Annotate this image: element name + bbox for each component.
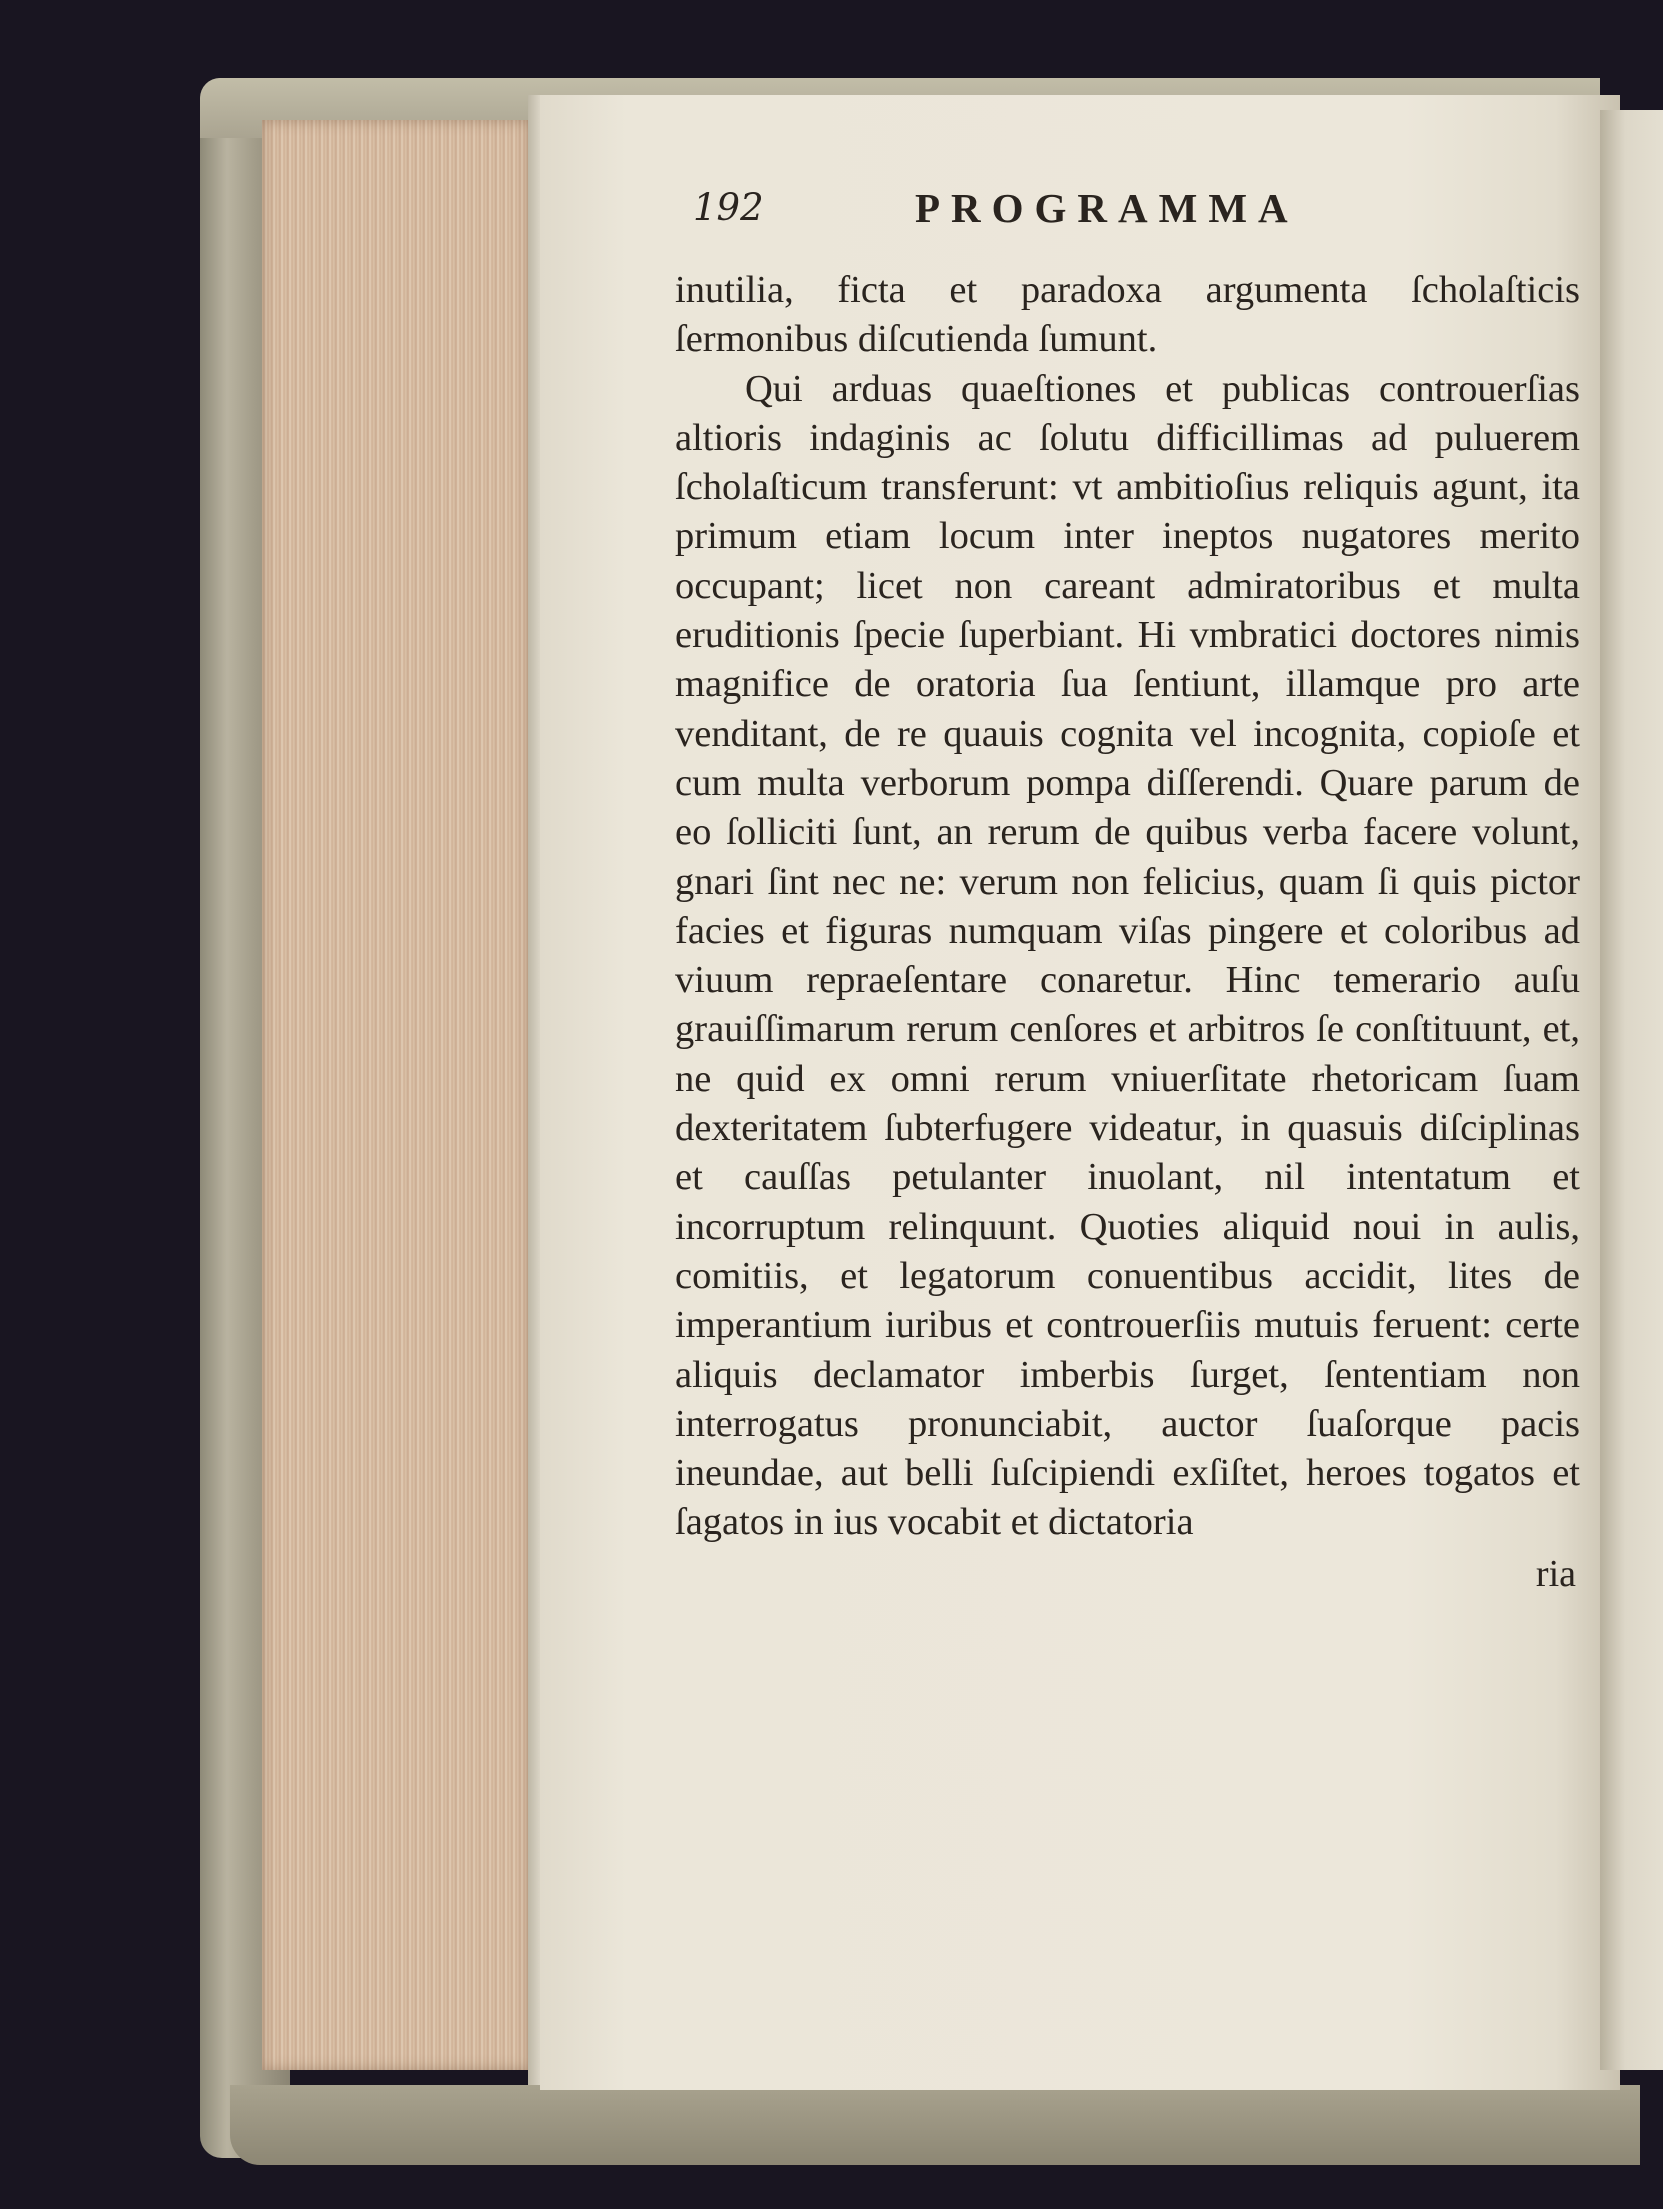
paragraph-1: inutilia, ficta et paradoxa argumenta ſcholaſticis ſermonibus diſcutienda ſumunt. [675,269,1580,361]
page-content [675,178,1580,1596]
page-edges [262,120,530,2070]
facing-page-edge [1600,110,1663,2070]
catchword: ria [1535,1552,1576,1595]
running-title: PROGRAMMA [915,185,1299,231]
paragraph-2: Qui arduas quaeſtiones et publicas controuerſias altioris indaginis ac ſolutu difficillimas ad puluerem ſcholaſticum transferunt: vt ambitioſius reliquis agunt, ita primum etiam locum inter ineptos nugatores merito occupant; licet non careant admiratoribus et multa eruditionis ſpecie ſuperbiant. Hi vmbratici doctores nimis magnifice de oratoria ſua ſentiunt, illamque pro arte venditant, de re quauis cognita vel incognita, copioſe et cum multa verborum pompa diſſerendi. Quare parum de eo ſolliciti ſunt, an rerum de quibus verba facere volunt, gnari ſint nec ne: verum non felicius, quam ſi quis pictor facies et figuras numquam viſas pingere et coloribus ad viuum repraeſentare conaretur. Hinc temerario auſu grauiſſimarum rerum cenſores et arbitros ſe conſtituunt, et, ne quid ex omni rerum vniuerſitate rhetoricam ſuam dexteritatem ſubterfugere videatur, in quasuis diſciplinas et cauſſas petulanter inuolant, nil intentatum et incorruptum relinquunt. Quoties aliquid noui in aulis, comitiis, et legatorum conuentibus accidit, lites de imperantium iuribus et controuerſiis mutuis feruent: certe aliquis declamator imberbis ſurget, ſententiam non interrogatus pronunciabit, auctor ſuaſorque pacis ineundae, aut belli ſuſcipiendi exſiſtet, heroes togatos et ſagatos in ius vocabit et dictatoria [675,367,1580,1544]
page-number: 192 [693,186,764,229]
book-cover-bottom [230,2085,1640,2165]
page-header [675,178,1580,238]
text-body [675,266,1580,1548]
